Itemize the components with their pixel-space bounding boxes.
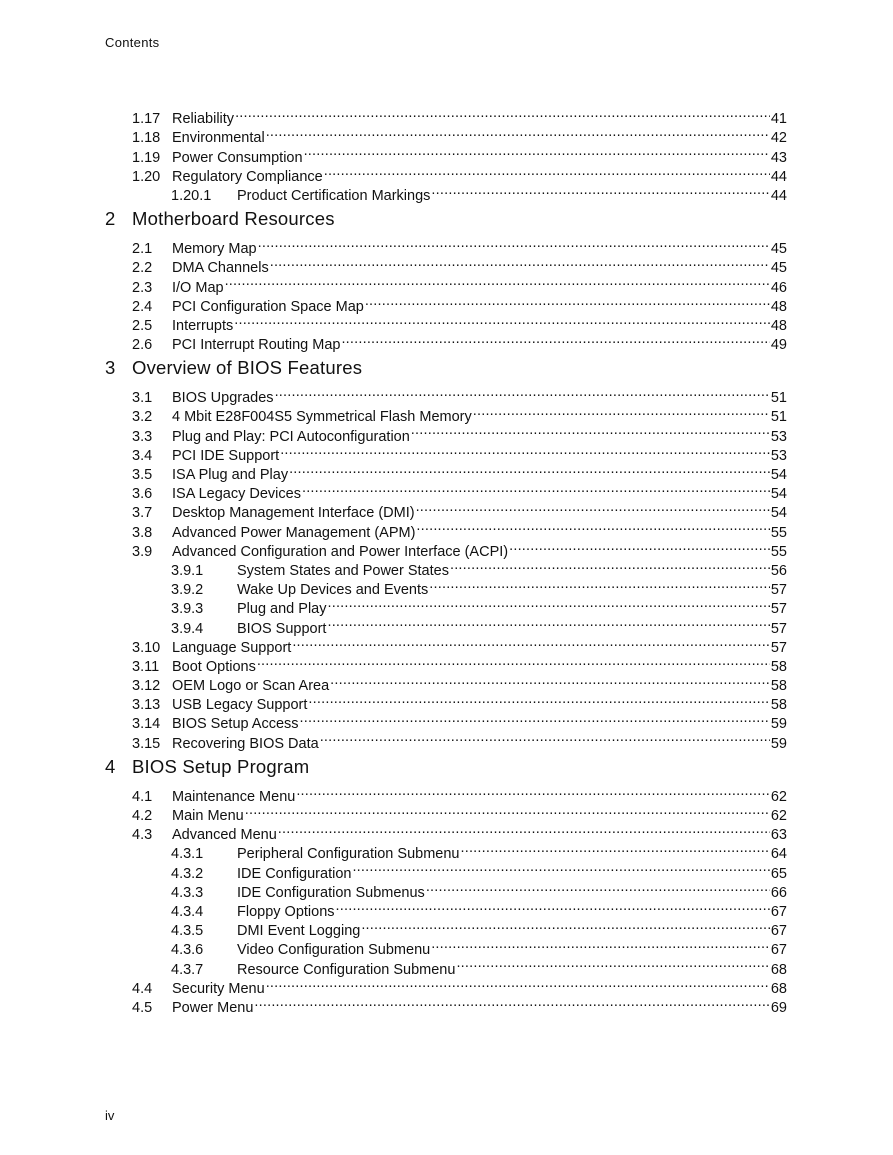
dot-leader xyxy=(245,801,770,820)
page-reference: 67 xyxy=(770,903,787,920)
page-reference: 68 xyxy=(770,980,787,997)
section-number: 4.1 xyxy=(132,788,153,805)
section-number: 3.15 xyxy=(132,735,161,752)
section-number: 2.3 xyxy=(132,279,153,296)
section-title: Interrupts xyxy=(172,317,234,334)
section-title: PCI Configuration Space Map xyxy=(172,298,364,315)
section-title: Wake Up Devices and Events xyxy=(237,582,429,599)
section-title: Video Configuration Submenu xyxy=(237,942,431,959)
page-reference: 54 xyxy=(770,505,787,522)
table-of-contents xyxy=(105,104,787,1016)
section-title: ISA Plug and Play xyxy=(172,467,289,483)
section-title: Product Certification Markings xyxy=(237,187,431,204)
toc-section-entry[interactable] xyxy=(105,234,787,258)
section-title: I/O Map xyxy=(172,279,224,296)
section-number: 4.3.5 xyxy=(171,923,204,940)
section-number: 3.14 xyxy=(132,716,161,733)
page-reference: 69 xyxy=(770,999,787,1016)
dot-leader xyxy=(292,633,770,652)
section-number: 3.10 xyxy=(132,639,161,656)
section-number: 3.9.4 xyxy=(171,620,204,637)
section-number: 4.4 xyxy=(132,980,153,997)
page-reference: 65 xyxy=(770,865,787,882)
section-number: 4.3.6 xyxy=(171,942,204,959)
toc-section-entry[interactable] xyxy=(105,782,787,805)
section-number: 1.20.1 xyxy=(171,187,212,204)
section-title: PCI Interrupt Routing Map xyxy=(172,337,341,354)
section-number: 3.9.2 xyxy=(171,582,204,599)
dot-leader xyxy=(431,181,769,200)
section-title: BIOS Setup Access xyxy=(172,716,299,733)
dot-leader xyxy=(225,272,770,291)
section-number: 1.20 xyxy=(132,168,161,185)
dot-leader xyxy=(330,671,770,690)
page-reference: 48 xyxy=(770,298,787,315)
dot-leader xyxy=(352,858,769,877)
page-reference: 45 xyxy=(770,260,787,277)
section-title: BIOS Upgrades xyxy=(172,390,274,407)
section-title: Language Support xyxy=(172,639,292,656)
page-reference: 51 xyxy=(770,390,787,407)
dot-leader xyxy=(257,652,770,671)
page-reference: 48 xyxy=(770,317,787,334)
chapter-number: 3 xyxy=(105,357,116,379)
section-title: Floppy Options xyxy=(237,903,335,920)
section-number: 3.12 xyxy=(132,678,161,695)
section-number: 3.7 xyxy=(132,505,153,522)
dot-leader xyxy=(270,253,770,272)
dot-leader xyxy=(304,142,770,161)
section-number: 3.2 xyxy=(132,409,153,426)
chapter-heading[interactable] xyxy=(105,356,787,380)
dot-leader xyxy=(234,311,770,330)
page-reference: 63 xyxy=(770,827,787,844)
section-title: System States and Power States xyxy=(237,562,449,579)
dot-leader xyxy=(302,479,770,498)
section-title: Main Menu xyxy=(172,808,244,824)
page-reference: 53 xyxy=(770,447,787,464)
section-number: 4.3.1 xyxy=(171,846,204,863)
section-title: Security Menu xyxy=(172,980,265,997)
section-number: 2.5 xyxy=(132,317,153,334)
section-number: 3.13 xyxy=(132,697,161,714)
page-reference: 57 xyxy=(770,601,787,618)
page-reference: 53 xyxy=(770,428,787,445)
section-number: 2.4 xyxy=(132,298,153,315)
section-number: 3.8 xyxy=(132,524,153,541)
page-reference: 56 xyxy=(770,562,787,579)
page-reference: 45 xyxy=(770,241,787,258)
dot-leader xyxy=(365,292,770,311)
page-reference: 64 xyxy=(770,846,787,863)
section-number: 3.11 xyxy=(132,658,160,675)
page-reference: 58 xyxy=(770,658,787,675)
dot-leader xyxy=(411,421,770,440)
section-number: 3.9.3 xyxy=(171,601,204,618)
section-title: Regulatory Compliance xyxy=(172,168,323,185)
section-number: 3.6 xyxy=(132,486,153,503)
dot-leader xyxy=(473,402,770,421)
chapter-number: 4 xyxy=(105,755,116,777)
dot-leader xyxy=(426,878,770,897)
page-reference: 55 xyxy=(770,543,787,560)
page-reference: 41 xyxy=(770,111,787,128)
dot-leader xyxy=(266,123,770,142)
running-header: Contents xyxy=(105,35,160,50)
dot-leader xyxy=(280,441,770,460)
section-title: Power Consumption xyxy=(172,149,303,166)
page-reference: 68 xyxy=(770,961,787,978)
section-number: 3.4 xyxy=(132,447,153,464)
section-title: Desktop Management Interface (DMI) xyxy=(172,505,415,522)
section-number: 3.5 xyxy=(132,467,153,483)
section-title: Advanced Menu xyxy=(172,827,277,844)
dot-leader xyxy=(235,104,770,123)
section-title: Advanced Configuration and Power Interface (ACPI) xyxy=(172,543,509,560)
section-number: 1.19 xyxy=(132,149,161,166)
section-title: USB Legacy Support xyxy=(172,697,308,714)
page-reference: 51 xyxy=(770,409,787,426)
section-title: 4 Mbit E28F004S5 Symmetrical Flash Memory xyxy=(172,409,472,426)
chapter-title: BIOS Setup Program xyxy=(132,755,310,777)
section-number: 4.5 xyxy=(132,999,153,1016)
page-reference: 43 xyxy=(770,149,787,166)
dot-leader xyxy=(320,728,770,747)
dot-leader xyxy=(336,897,770,916)
dot-leader xyxy=(300,709,770,728)
page-reference: 58 xyxy=(770,678,787,695)
page-reference: 59 xyxy=(770,735,787,752)
section-title: Plug and Play xyxy=(237,601,327,618)
section-title: Plug and Play: PCI Autoconfiguration xyxy=(172,428,410,445)
section-number: 3.9 xyxy=(132,543,153,560)
page-reference: 57 xyxy=(770,582,787,599)
section-number: 4.3.2 xyxy=(171,865,204,882)
page-number: iv xyxy=(105,1108,115,1123)
chapter-title: Motherboard Resources xyxy=(132,207,335,229)
page-reference: 54 xyxy=(770,486,787,503)
section-number: 4.3.4 xyxy=(171,903,204,920)
dot-leader xyxy=(308,690,769,709)
page-reference: 49 xyxy=(770,337,787,354)
dot-leader xyxy=(361,916,770,935)
dot-leader xyxy=(429,575,770,594)
section-title: Boot Options xyxy=(172,658,256,675)
section-number: 4.3.3 xyxy=(171,884,204,901)
page-reference: 58 xyxy=(770,697,787,714)
chapter-heading[interactable] xyxy=(105,755,787,779)
section-title: DMA Channels xyxy=(172,260,269,277)
page-reference: 42 xyxy=(770,130,787,147)
section-number: 3.3 xyxy=(132,428,153,445)
section-title: Recovering BIOS Data xyxy=(172,735,319,752)
page-reference: 44 xyxy=(770,168,787,185)
dot-leader xyxy=(258,234,770,253)
dot-leader xyxy=(460,839,769,858)
dot-leader xyxy=(416,498,770,517)
page-reference: 62 xyxy=(770,788,787,805)
dot-leader xyxy=(327,594,769,613)
section-number: 4.3 xyxy=(132,827,153,844)
section-title: Memory Map xyxy=(172,241,257,258)
section-number: 2.1 xyxy=(132,241,153,258)
page-reference: 57 xyxy=(770,639,787,656)
section-number: 1.18 xyxy=(132,130,161,147)
section-title: ISA Legacy Devices xyxy=(172,486,301,503)
section-number: 2.2 xyxy=(132,260,153,277)
page-reference: 59 xyxy=(770,716,787,733)
section-title: Power Menu xyxy=(172,999,254,1016)
section-title: Resource Configuration Submenu xyxy=(237,961,456,978)
toc-section-entry[interactable] xyxy=(105,104,787,128)
page-reference: 62 xyxy=(770,808,787,824)
page-reference: 54 xyxy=(770,467,787,483)
page-reference: 44 xyxy=(770,187,787,204)
dot-leader xyxy=(431,935,770,954)
page-reference: 66 xyxy=(770,884,787,901)
dot-leader xyxy=(327,613,769,632)
section-title: PCI IDE Support xyxy=(172,447,280,464)
dot-leader xyxy=(509,537,770,556)
section-title: Peripheral Configuration Submenu xyxy=(237,846,460,863)
page-reference: 67 xyxy=(770,942,787,959)
section-title: Reliability xyxy=(172,111,235,128)
dot-leader xyxy=(275,383,770,402)
section-number: 3.9.1 xyxy=(171,562,204,579)
section-number: 1.17 xyxy=(132,111,161,128)
dot-leader xyxy=(266,974,770,993)
dot-leader xyxy=(278,820,770,839)
section-number: 4.3.7 xyxy=(171,961,204,978)
section-number: 3.1 xyxy=(132,390,153,407)
dot-leader xyxy=(416,517,769,536)
dot-leader xyxy=(289,460,770,479)
page-reference: 57 xyxy=(770,620,787,637)
section-number: 4.2 xyxy=(132,808,153,824)
section-title: BIOS Support xyxy=(237,620,327,637)
section-title: Environmental xyxy=(172,130,265,147)
section-title: OEM Logo or Scan Area xyxy=(172,678,330,695)
dot-leader xyxy=(254,993,769,1012)
section-title: IDE Configuration Submenus xyxy=(237,884,425,901)
section-title: Maintenance Menu xyxy=(172,788,296,805)
toc-section-entry[interactable] xyxy=(105,383,787,407)
chapter-number: 2 xyxy=(105,207,116,229)
page-reference: 46 xyxy=(770,279,787,296)
chapter-title: Overview of BIOS Features xyxy=(132,357,363,379)
page-reference: 67 xyxy=(770,923,787,940)
dot-leader xyxy=(341,330,769,349)
section-title: DMI Event Logging xyxy=(237,923,361,940)
page-reference: 55 xyxy=(770,524,787,541)
dot-leader xyxy=(324,162,770,181)
dot-leader xyxy=(450,556,770,575)
section-title: Advanced Power Management (APM) xyxy=(172,524,416,541)
chapter-heading[interactable] xyxy=(105,207,787,231)
section-number: 2.6 xyxy=(132,337,153,354)
section-title: IDE Configuration xyxy=(237,865,352,882)
dot-leader xyxy=(456,954,769,973)
dot-leader xyxy=(296,782,770,801)
